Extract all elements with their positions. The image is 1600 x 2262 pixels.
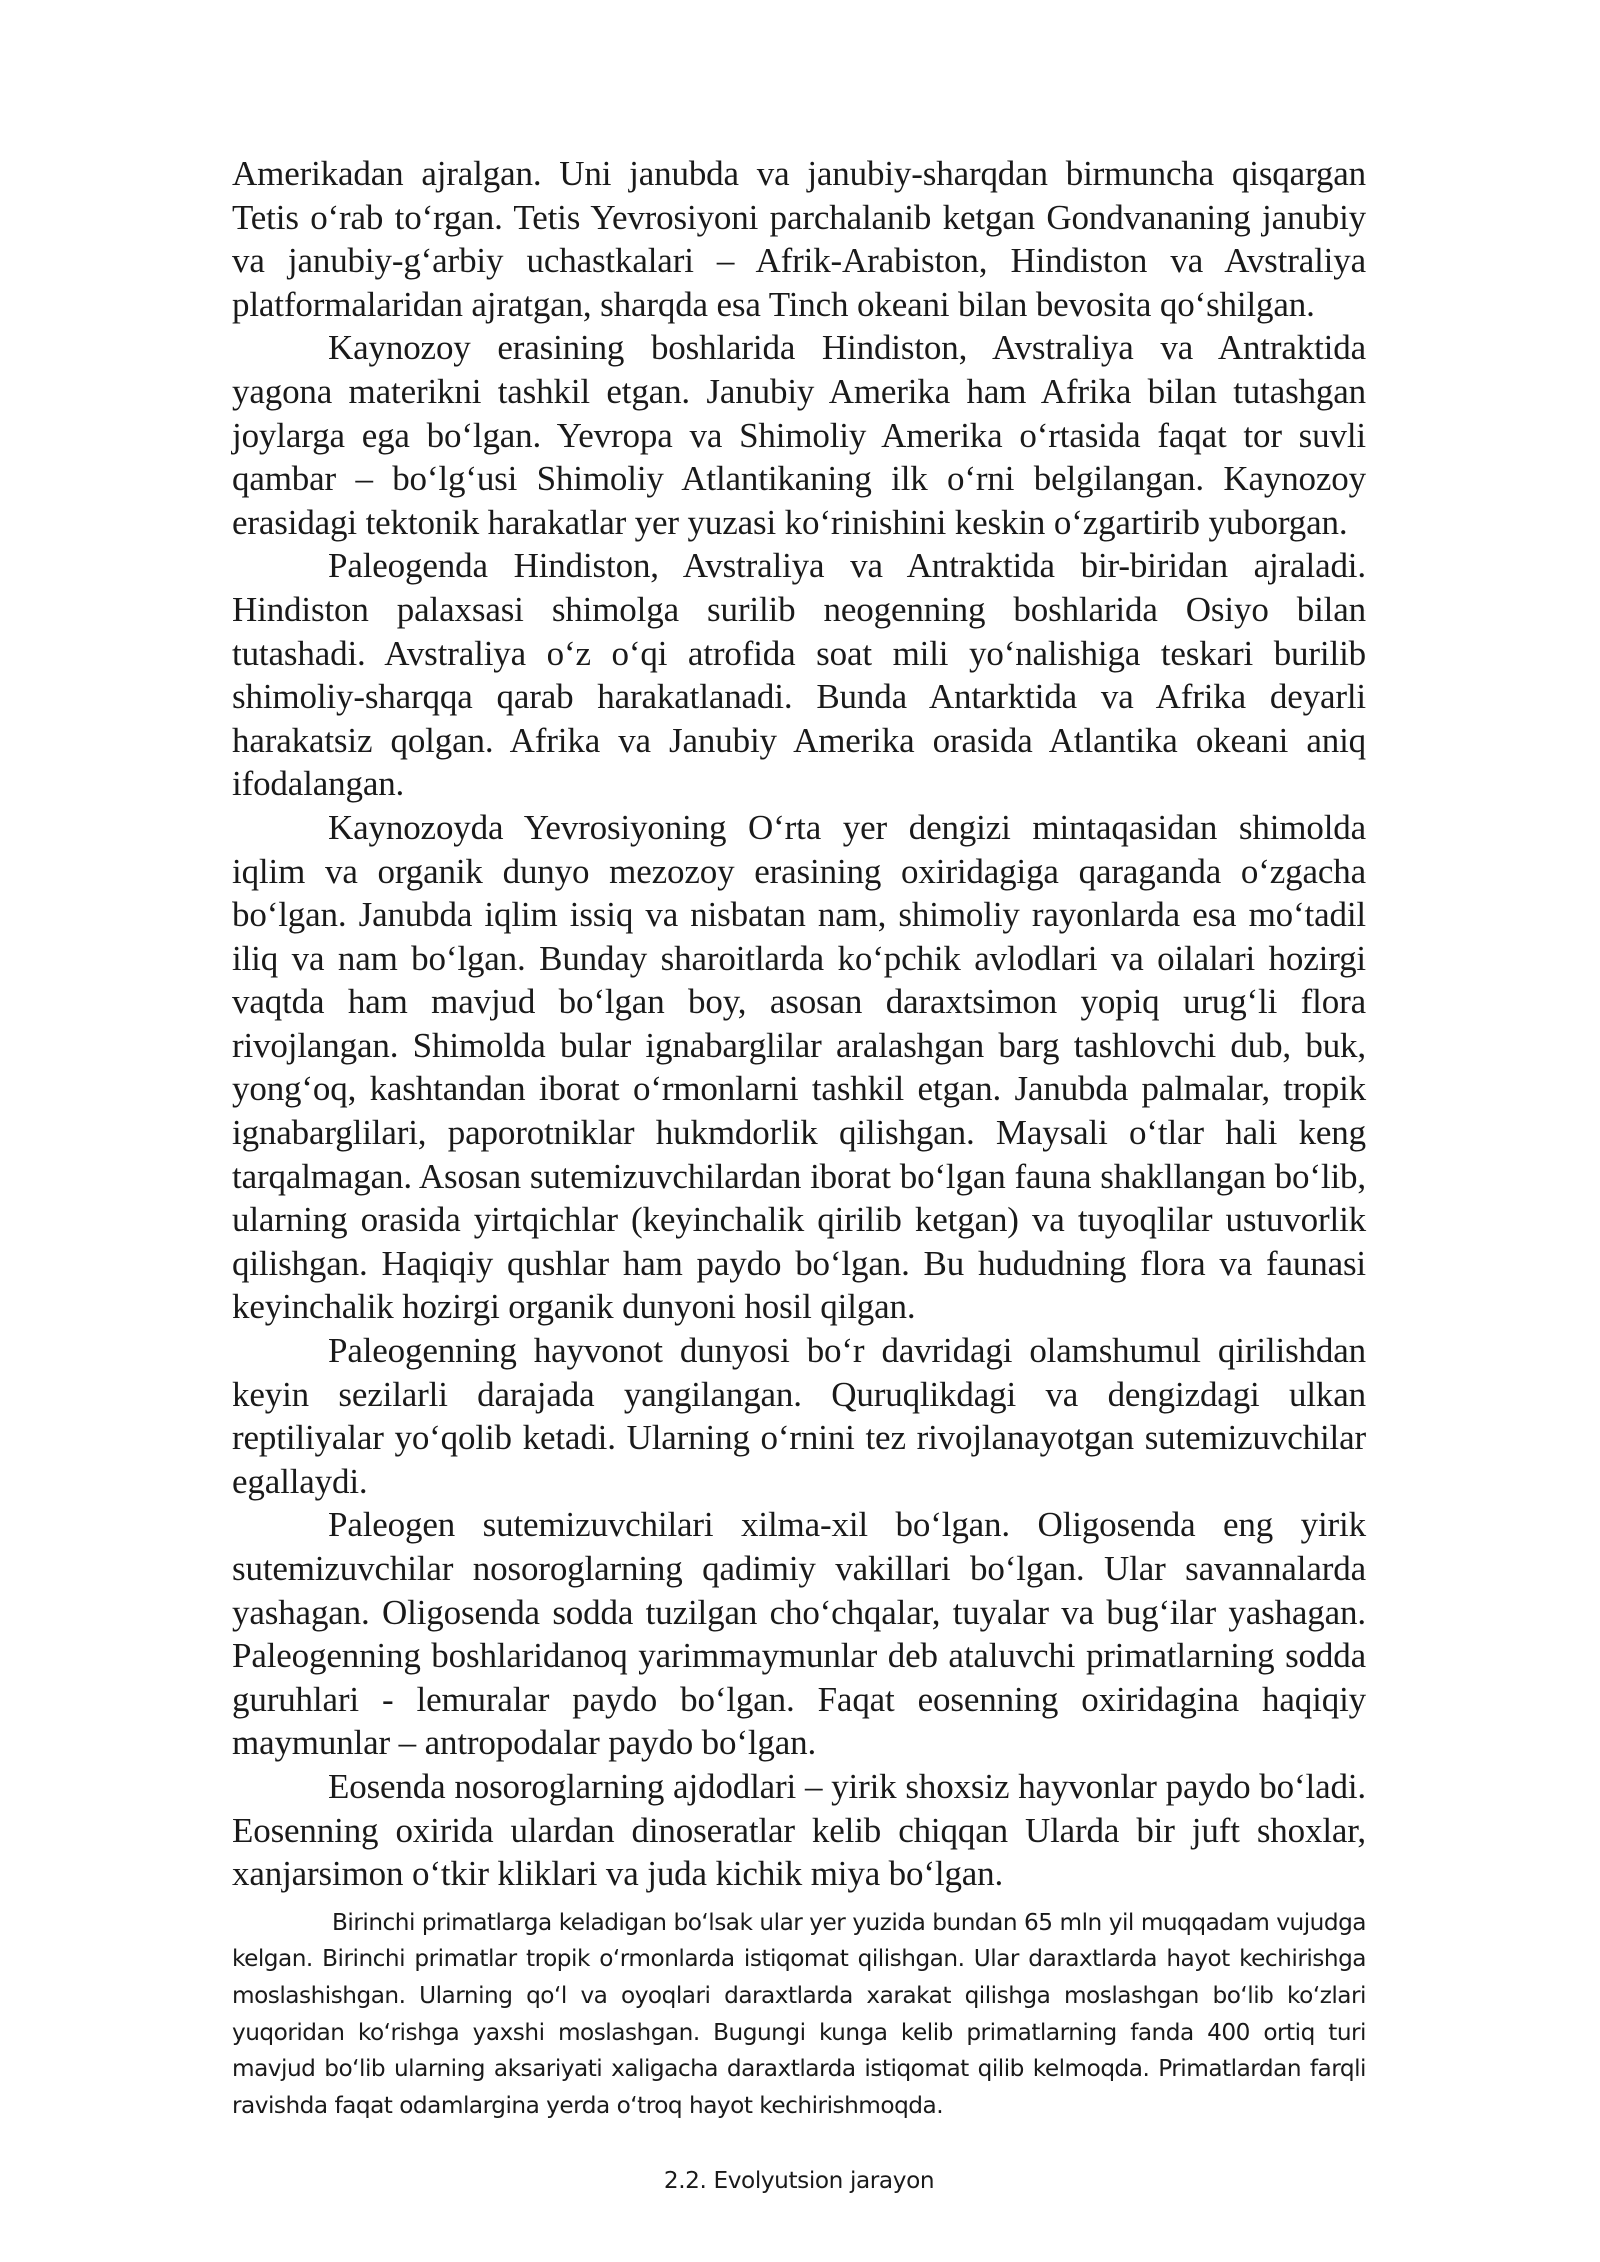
primates-paragraph: Birinchi primatlarga keladigan bo‘lsak ular yer yuzida bundan 65 mln yil muqqadam vujudga kelgan. Birinchi primatlar tropik o‘rmonlarda istiqomat qilishgan. Ular daraxtlarda hayot kechirishga moslashishgan. Ularning qo‘l va oyoqlari daraxtlarda xarakat qilishga moslashgan bo‘lib ko‘zlari yuqoridan ko‘rishga yaxshi moslashgan. Bugungi kunga kelib primatlarning fanda 400 ortiq turi mavjud bo‘lib ularning aksariyati xaligacha daraxtlarda istiqomat qilib kelmoqda. Primatlardan farqli ravishda faqat odamlargina yerda o‘troq hayot kechirishmoqda. [232, 1908, 1366, 2119]
serif-text-block [232, 152, 1366, 1896]
paragraph-5: Paleogenning hayvonot dunyosi bo‘r davridagi olamshumul qirilishdan keyin sezilarli darajada yangilangan. Quruqlikdagi va dengizdagi ulkan reptiliyalar yo‘qolib ketadi. Ularning o‘rnini tez rivojlanayotgan sutemizuvchilar egallaydi. [232, 1331, 1366, 1501]
paragraph-2: Kaynozoy erasining boshlarida Hindiston, Avstraliya va Antraktida yagona materikni tashkil etgan. Janubiy Amerika ham Afrika bilan tutashgan joylarga ega bo‘lgan. Yevropa va Shimoliy Amerika o‘rtasida faqat tor suvli qambar – bo‘lg‘usi Shimoliy Atlantikaning ilk o‘rni belgilangan. Kaynozoy erasidagi tektonik harakatlar yer yuzasi ko‘rinishini keskin o‘zgartirib yuborgan. [232, 328, 1366, 542]
paragraph-3: Paleogenda Hindiston, Avstraliya va Antraktida bir-biridan ajraladi. Hindiston palaxsasi shimolga surilib neogenning boshlarida Osiyo bilan tutashadi. Avstraliya o‘z o‘qi atrofida soat mili yo‘nalishiga teskari burilib shimoliy-sharqqa qarab harakatlanadi. Bunda Antarktida va Afrika deyarli harakatsiz qolgan. Afrika va Janubiy Amerika orasida Atlantika okeani aniq ifodalangan. [232, 546, 1366, 804]
sans-text-block [232, 1905, 1366, 2125]
document-page [232, 152, 1366, 2196]
section-heading: 2.2. Evolyutsion jarayon [663, 2167, 935, 2195]
paragraph-6: Paleogen sutemizuvchilari xilma-xil bo‘lgan. Oligosenda eng yirik sutemizuvchilar nosoroglarning qadimiy vakillari bo‘lgan. Ular savannalarda yashagan. Oligosenda sodda tuzilgan cho‘chqalar, tuyalar va bug‘ilar yashagan. Paleogenning boshlaridanoq yarimmaymunlar deb ataluvchi primatlarning sodda guruhlari - lemuralar paydo bo‘lgan. Faqat eosenning oxiridagina haqiqiy maymunlar – antropodalar paydo bo‘lgan. [232, 1505, 1366, 1763]
paragraph-1: Amerikadan ajralgan. Uni janubda va janubiy-sharqdan birmuncha qisqargan Tetis o‘rab to‘rgan. Tetis Yevrosiyoni parchalanib ketgan Gondvananing janubiy va janubiy-g‘arbiy uchastkalari – Afrik-Arabiston, Hindiston va Avstraliya platformalaridan ajratgan, sharqda esa Tinch okeani bilan bevosita qo‘shilgan. [232, 154, 1366, 324]
paragraph-4: Kaynozoyda Yevrosiyoning O‘rta yer dengizi mintaqasidan shimolda iqlim va organik dunyo mezozoy erasining oxiridagiga qaraganda o‘zgacha bo‘lgan. Janubda iqlim issiq va nisbatan nam, shimoliy rayonlarda esa mo‘tadil iliq va nam bo‘lgan. Bunday sharoitlarda ko‘pchik avlodlari va oilalari hozirgi vaqtda ham mavjud bo‘lgan boy, asosan daraxtsimon yopiq urug‘li flora rivojlangan. Shimolda bular ignabarglilar aralashgan barg tashlovchi dub, buk, yong‘oq, kashtandan iborat o‘rmonlarni tashkil etgan. Janubda palmalar, tropik ignabarglilari, paporotniklar hukmdorlik qilishgan. Maysali o‘tlar hali keng tarqalmagan. Asosan sutemizuvchilardan iborat bo‘lgan fauna shakllangan bo‘lib, ularning orasida yirtqichlar (keyinchalik qirilib ketgan) va tuyoqlilar ustuvorlik qilishgan. Haqiqiy qushlar ham paydo bo‘lgan. Bu hududning flora va faunasi keyinchalik hozirgi organik dunyoni hosil qilgan. [232, 807, 1366, 1327]
paragraph-7: Eosenda nosoroglarning ajdodlari – yirik shoxsiz hayvonlar paydo bo‘ladi. Eosenning oxirida ulardan dinoseratlar kelib chiqqan Ularda bir juft shoxlar, xanjarsimon o‘tkir kliklari va juda kichik miya bo‘lgan. [232, 1766, 1366, 1894]
